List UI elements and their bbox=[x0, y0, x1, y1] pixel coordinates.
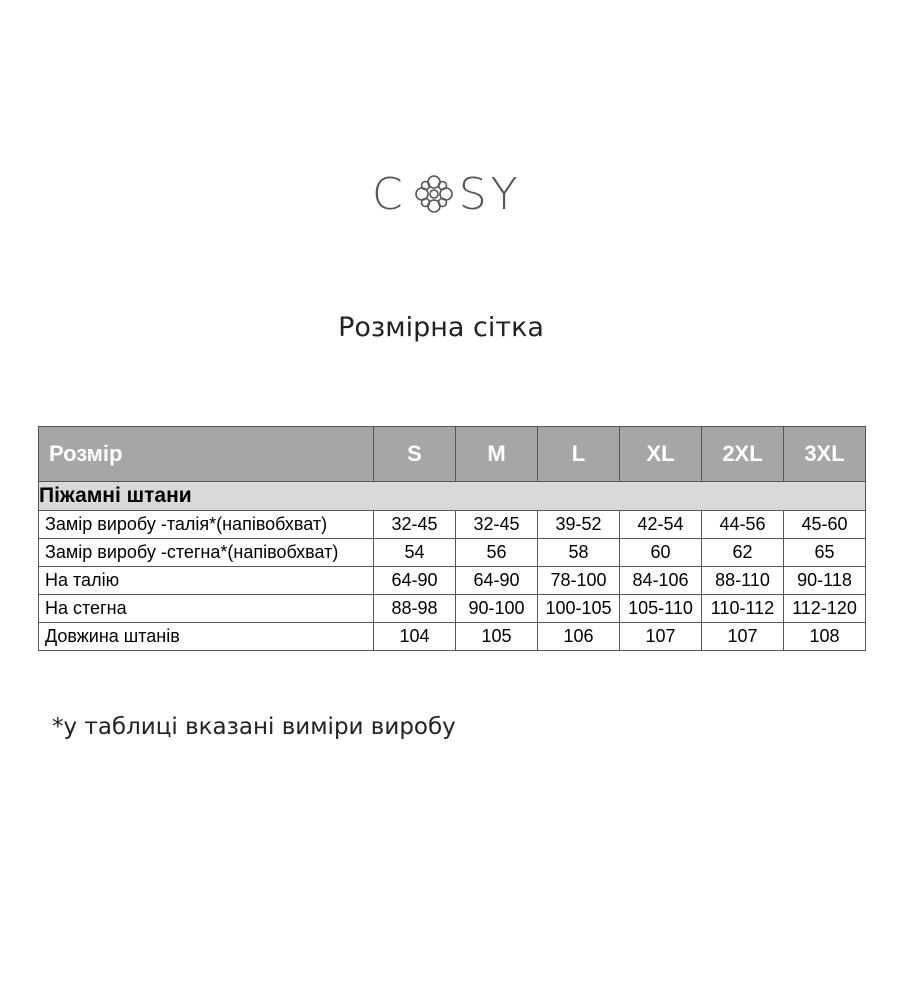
table-cell: 78-100 bbox=[538, 567, 620, 595]
header-size-xl: XL bbox=[620, 427, 702, 482]
footnote: *у таблиці вказані виміри виробу bbox=[52, 714, 456, 740]
row-label: Довжина штанів bbox=[39, 623, 374, 651]
table-cell: 32-45 bbox=[374, 511, 456, 539]
table-cell: 106 bbox=[538, 623, 620, 651]
table-row bbox=[39, 567, 866, 595]
row-label: Замір виробу -талія*(напівобхват) bbox=[39, 511, 374, 539]
table-cell: 90-100 bbox=[456, 595, 538, 623]
header-size-2xl: 2XL bbox=[702, 427, 784, 482]
logo-letters-sy: SY bbox=[458, 168, 522, 220]
table-cell: 65 bbox=[784, 539, 866, 567]
header-size-l: L bbox=[538, 427, 620, 482]
header-size-m: M bbox=[456, 427, 538, 482]
row-label: На стегна bbox=[39, 595, 374, 623]
table-cell: 44-56 bbox=[702, 511, 784, 539]
table-row bbox=[39, 595, 866, 623]
table-cell: 58 bbox=[538, 539, 620, 567]
page-title: Розмірна сітка bbox=[338, 312, 544, 343]
table-cell: 88-98 bbox=[374, 595, 456, 623]
table-header-row bbox=[39, 427, 866, 482]
table-cell: 62 bbox=[702, 539, 784, 567]
flower-icon bbox=[411, 171, 457, 217]
table-cell: 60 bbox=[620, 539, 702, 567]
table-cell: 108 bbox=[784, 623, 866, 651]
table-cell: 64-90 bbox=[374, 567, 456, 595]
table-cell: 45-60 bbox=[784, 511, 866, 539]
table-cell: 39-52 bbox=[538, 511, 620, 539]
table-cell: 64-90 bbox=[456, 567, 538, 595]
logo-letter-c: C bbox=[372, 168, 407, 220]
table-cell: 110-112 bbox=[702, 595, 784, 623]
table-row bbox=[39, 623, 866, 651]
header-size-label: Розмір bbox=[39, 427, 374, 482]
table-cell: 90-118 bbox=[784, 567, 866, 595]
table-cell: 107 bbox=[620, 623, 702, 651]
table-cell: 42-54 bbox=[620, 511, 702, 539]
section-title: Піжамні штани bbox=[39, 482, 866, 511]
table-cell: 100-105 bbox=[538, 595, 620, 623]
table-cell: 105-110 bbox=[620, 595, 702, 623]
table-cell: 56 bbox=[456, 539, 538, 567]
table-cell: 88-110 bbox=[702, 567, 784, 595]
brand-logo bbox=[372, 168, 522, 220]
table-cell: 32-45 bbox=[456, 511, 538, 539]
table-cell: 105 bbox=[456, 623, 538, 651]
table-row bbox=[39, 511, 866, 539]
size-table bbox=[38, 426, 866, 651]
table-cell: 84-106 bbox=[620, 567, 702, 595]
table-row bbox=[39, 539, 866, 567]
table-cell: 107 bbox=[702, 623, 784, 651]
header-size-3xl: 3XL bbox=[784, 427, 866, 482]
section-row bbox=[39, 482, 866, 511]
header-size-s: S bbox=[374, 427, 456, 482]
table-cell: 112-120 bbox=[784, 595, 866, 623]
row-label: На талію bbox=[39, 567, 374, 595]
table-cell: 104 bbox=[374, 623, 456, 651]
row-label: Замір виробу -стегна*(напівобхват) bbox=[39, 539, 374, 567]
table-cell: 54 bbox=[374, 539, 456, 567]
